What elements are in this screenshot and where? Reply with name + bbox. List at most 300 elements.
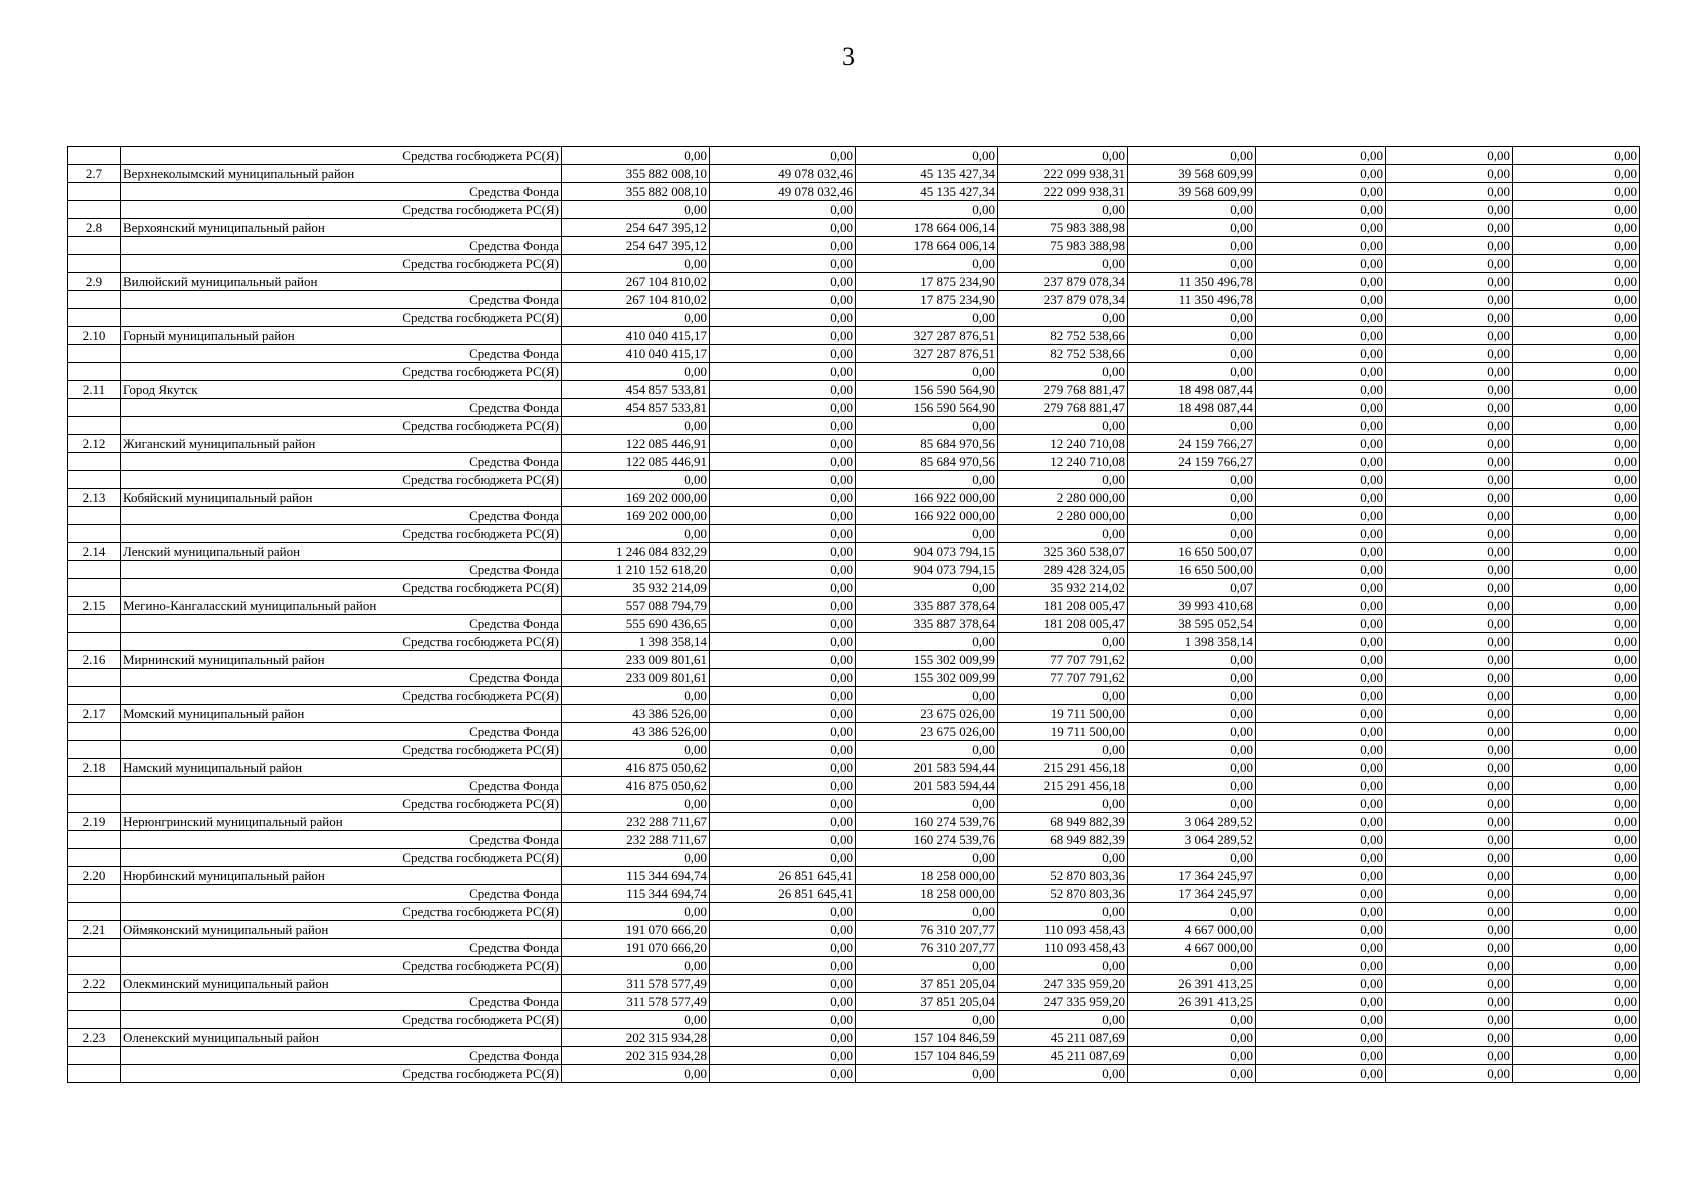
value-cell: 122 085 446,91: [562, 453, 710, 471]
value-cell: 202 315 934,28: [562, 1047, 710, 1065]
value-cell: 0,00: [1128, 1047, 1256, 1065]
value-cell: 157 104 846,59: [856, 1029, 998, 1047]
row-number-cell: [68, 795, 121, 813]
section-row: [68, 327, 1640, 345]
value-cell: 0,00: [1513, 489, 1640, 507]
row-number-cell: [68, 993, 121, 1011]
fund-row: [68, 507, 1640, 525]
value-cell: 0,00: [1256, 687, 1386, 705]
district-name-cell: Верхнеколымский муниципальный район: [121, 165, 562, 183]
value-cell: 77 707 791,62: [998, 669, 1128, 687]
value-cell: 0,00: [1386, 201, 1513, 219]
value-cell: 37 851 205,04: [856, 993, 998, 1011]
value-cell: 0,00: [1386, 453, 1513, 471]
value-cell: 0,00: [1256, 165, 1386, 183]
value-cell: 0,00: [1256, 345, 1386, 363]
value-cell: 0,00: [998, 255, 1128, 273]
value-cell: 0,00: [1386, 309, 1513, 327]
value-cell: 11 350 496,78: [1128, 291, 1256, 309]
section-row: [68, 759, 1640, 777]
value-cell: 0,00: [1386, 759, 1513, 777]
row-number-cell: 2.9: [68, 273, 121, 291]
value-cell: 0,00: [1513, 399, 1640, 417]
value-cell: 82 752 538,66: [998, 345, 1128, 363]
value-cell: 0,00: [1513, 363, 1640, 381]
value-cell: 0,00: [710, 939, 856, 957]
row-number-cell: [68, 687, 121, 705]
value-cell: 0,00: [1256, 219, 1386, 237]
value-cell: 0,00: [1513, 615, 1640, 633]
value-cell: 16 650 500,00: [1128, 561, 1256, 579]
row-number-cell: [68, 525, 121, 543]
value-cell: 0,00: [1256, 705, 1386, 723]
value-cell: 0,00: [998, 849, 1128, 867]
budget-row: [68, 417, 1640, 435]
row-number-cell: [68, 741, 121, 759]
value-cell: 0,00: [1386, 561, 1513, 579]
value-cell: 0,00: [1128, 687, 1256, 705]
row-number-cell: 2.18: [68, 759, 121, 777]
value-cell: 0,00: [1386, 903, 1513, 921]
funding-source-cell: Средства Фонда: [121, 615, 562, 633]
value-cell: 0,00: [710, 309, 856, 327]
value-cell: 0,00: [856, 741, 998, 759]
value-cell: 0,00: [710, 903, 856, 921]
budget-row: [68, 525, 1640, 543]
row-number-cell: [68, 957, 121, 975]
row-number-cell: [68, 849, 121, 867]
value-cell: 202 315 934,28: [562, 1029, 710, 1047]
value-cell: 156 590 564,90: [856, 399, 998, 417]
value-cell: 0,00: [1256, 795, 1386, 813]
value-cell: 0,00: [998, 363, 1128, 381]
budget-row: [68, 255, 1640, 273]
value-cell: 0,00: [856, 957, 998, 975]
district-name-cell: Мирнинский муниципальный район: [121, 651, 562, 669]
value-cell: 0,00: [1386, 363, 1513, 381]
value-cell: 247 335 959,20: [998, 993, 1128, 1011]
value-cell: 0,00: [1128, 471, 1256, 489]
value-cell: 0,00: [1513, 453, 1640, 471]
value-cell: 0,00: [1256, 561, 1386, 579]
value-cell: 0,00: [1256, 1047, 1386, 1065]
section-row: [68, 975, 1640, 993]
value-cell: 267 104 810,02: [562, 291, 710, 309]
district-name-cell: Жиганский муниципальный район: [121, 435, 562, 453]
value-cell: 0,00: [1386, 795, 1513, 813]
district-name-cell: Кобяйский муниципальный район: [121, 489, 562, 507]
value-cell: 335 887 378,64: [856, 615, 998, 633]
value-cell: 0,00: [1256, 273, 1386, 291]
value-cell: 1 398 358,14: [562, 633, 710, 651]
value-cell: 0,00: [1256, 741, 1386, 759]
value-cell: 0,00: [1256, 777, 1386, 795]
value-cell: 0,00: [1513, 147, 1640, 165]
value-cell: 0,00: [710, 705, 856, 723]
value-cell: 2 280 000,00: [998, 507, 1128, 525]
row-number-cell: 2.13: [68, 489, 121, 507]
value-cell: 0,00: [1386, 417, 1513, 435]
value-cell: 0,00: [1513, 759, 1640, 777]
value-cell: 1 210 152 618,20: [562, 561, 710, 579]
funding-source-cell: Средства Фонда: [121, 1047, 562, 1065]
value-cell: 0,00: [710, 651, 856, 669]
value-cell: 0,00: [1128, 417, 1256, 435]
row-number-cell: [68, 309, 121, 327]
value-cell: 0,00: [710, 471, 856, 489]
value-cell: 0,00: [998, 1011, 1128, 1029]
value-cell: 0,00: [1256, 291, 1386, 309]
section-row: [68, 165, 1640, 183]
value-cell: 0,00: [1386, 345, 1513, 363]
budget-row: [68, 795, 1640, 813]
value-cell: 0,00: [710, 669, 856, 687]
funding-source-cell: Средства госбюджета РС(Я): [121, 687, 562, 705]
budget-row: [68, 741, 1640, 759]
value-cell: 52 870 803,36: [998, 885, 1128, 903]
value-cell: 454 857 533,81: [562, 381, 710, 399]
value-cell: 0,00: [1128, 903, 1256, 921]
value-cell: 160 274 539,76: [856, 813, 998, 831]
value-cell: 0,00: [710, 633, 856, 651]
value-cell: 0,00: [856, 1011, 998, 1029]
value-cell: 18 258 000,00: [856, 867, 998, 885]
value-cell: 0,00: [1386, 327, 1513, 345]
value-cell: 0,00: [1256, 363, 1386, 381]
value-cell: 0,00: [1513, 471, 1640, 489]
value-cell: 17 364 245,97: [1128, 885, 1256, 903]
value-cell: 38 595 052,54: [1128, 615, 1256, 633]
district-name-cell: Горный муниципальный район: [121, 327, 562, 345]
value-cell: 0,00: [710, 291, 856, 309]
value-cell: 0,00: [710, 237, 856, 255]
value-cell: 0,00: [1128, 327, 1256, 345]
value-cell: 191 070 666,20: [562, 939, 710, 957]
value-cell: 327 287 876,51: [856, 345, 998, 363]
budget-row: [68, 903, 1640, 921]
value-cell: 2 280 000,00: [998, 489, 1128, 507]
row-number-cell: 2.20: [68, 867, 121, 885]
row-number-cell: 2.23: [68, 1029, 121, 1047]
value-cell: 0,00: [1513, 417, 1640, 435]
value-cell: 0,00: [710, 435, 856, 453]
district-name-cell: Нерюнгринский муниципальный район: [121, 813, 562, 831]
funding-source-cell: Средства госбюджета РС(Я): [121, 579, 562, 597]
row-number-cell: 2.10: [68, 327, 121, 345]
value-cell: 157 104 846,59: [856, 1047, 998, 1065]
value-cell: 0,00: [1513, 795, 1640, 813]
value-cell: 68 949 882,39: [998, 813, 1128, 831]
row-number-cell: [68, 903, 121, 921]
value-cell: 0,00: [1386, 831, 1513, 849]
value-cell: 0,00: [856, 1065, 998, 1083]
row-number-cell: [68, 615, 121, 633]
row-number-cell: [68, 363, 121, 381]
value-cell: 0,00: [1256, 993, 1386, 1011]
value-cell: 201 583 594,44: [856, 777, 998, 795]
value-cell: 237 879 078,34: [998, 291, 1128, 309]
value-cell: 155 302 009,99: [856, 651, 998, 669]
row-number-cell: [68, 237, 121, 255]
value-cell: 0,00: [1513, 723, 1640, 741]
budget-row: [68, 1065, 1640, 1083]
value-cell: 23 675 026,00: [856, 705, 998, 723]
row-number-cell: [68, 579, 121, 597]
value-cell: 0,00: [856, 903, 998, 921]
funding-source-cell: Средства Фонда: [121, 723, 562, 741]
value-cell: 26 391 413,25: [1128, 975, 1256, 993]
value-cell: 0,00: [1386, 165, 1513, 183]
value-cell: 0,00: [1386, 867, 1513, 885]
value-cell: 0,00: [1128, 723, 1256, 741]
section-row: [68, 381, 1640, 399]
value-cell: 0,00: [856, 687, 998, 705]
value-cell: 222 099 938,31: [998, 183, 1128, 201]
value-cell: 0,00: [1256, 327, 1386, 345]
district-name-cell: Момский муниципальный район: [121, 705, 562, 723]
value-cell: 35 932 214,02: [998, 579, 1128, 597]
row-number-cell: [68, 633, 121, 651]
value-cell: 17 875 234,90: [856, 291, 998, 309]
fund-row: [68, 939, 1640, 957]
value-cell: 0,00: [856, 363, 998, 381]
value-cell: 26 851 645,41: [710, 885, 856, 903]
value-cell: 0,00: [562, 471, 710, 489]
funding-source-cell: Средства Фонда: [121, 399, 562, 417]
funding-source-cell: Средства Фонда: [121, 453, 562, 471]
value-cell: 0,00: [1256, 615, 1386, 633]
section-row: [68, 489, 1640, 507]
row-number-cell: [68, 399, 121, 417]
value-cell: 0,00: [1256, 399, 1386, 417]
value-cell: 0,00: [1386, 237, 1513, 255]
value-cell: 0,00: [1386, 435, 1513, 453]
row-number-cell: [68, 507, 121, 525]
value-cell: 0,00: [1128, 759, 1256, 777]
value-cell: 0,00: [1386, 939, 1513, 957]
row-number-cell: [68, 471, 121, 489]
value-cell: 0,00: [998, 201, 1128, 219]
value-cell: 0,00: [856, 579, 998, 597]
value-cell: 237 879 078,34: [998, 273, 1128, 291]
value-cell: 416 875 050,62: [562, 759, 710, 777]
value-cell: 0,00: [1386, 723, 1513, 741]
value-cell: 0,00: [710, 489, 856, 507]
value-cell: 0,00: [710, 219, 856, 237]
value-cell: 0,00: [1386, 219, 1513, 237]
funding-source-cell: Средства Фонда: [121, 561, 562, 579]
funding-source-cell: Средства Фонда: [121, 507, 562, 525]
value-cell: 110 093 458,43: [998, 921, 1128, 939]
funding-source-cell: Средства госбюджета РС(Я): [121, 849, 562, 867]
value-cell: 0,00: [1513, 831, 1640, 849]
value-cell: 43 386 526,00: [562, 705, 710, 723]
value-cell: 0,00: [1128, 705, 1256, 723]
value-cell: 155 302 009,99: [856, 669, 998, 687]
section-row: [68, 597, 1640, 615]
value-cell: 1 246 084 832,29: [562, 543, 710, 561]
value-cell: 0,00: [710, 381, 856, 399]
value-cell: 0,00: [710, 777, 856, 795]
value-cell: 0,00: [1513, 993, 1640, 1011]
value-cell: 115 344 694,74: [562, 867, 710, 885]
value-cell: 0,00: [1386, 381, 1513, 399]
value-cell: 0,00: [1513, 543, 1640, 561]
value-cell: 0,00: [998, 147, 1128, 165]
budget-row: [68, 201, 1640, 219]
value-cell: 0,00: [856, 849, 998, 867]
value-cell: 0,00: [1513, 669, 1640, 687]
value-cell: 0,00: [562, 957, 710, 975]
value-cell: 0,00: [710, 525, 856, 543]
value-cell: 0,00: [1256, 903, 1386, 921]
value-cell: 0,00: [1128, 1065, 1256, 1083]
value-cell: 0,00: [1256, 759, 1386, 777]
fund-row: [68, 453, 1640, 471]
value-cell: 0,00: [1256, 453, 1386, 471]
value-cell: 0,00: [710, 1047, 856, 1065]
value-cell: 45 211 087,69: [998, 1047, 1128, 1065]
value-cell: 0,00: [1513, 813, 1640, 831]
value-cell: 0,00: [1513, 255, 1640, 273]
row-number-cell: 2.15: [68, 597, 121, 615]
value-cell: 0,00: [856, 201, 998, 219]
funding-source-cell: Средства Фонда: [121, 669, 562, 687]
section-row: [68, 867, 1640, 885]
value-cell: 0,00: [710, 543, 856, 561]
value-cell: 0,00: [1513, 201, 1640, 219]
value-cell: 0,00: [1128, 345, 1256, 363]
section-row: [68, 1029, 1640, 1047]
value-cell: 0,00: [562, 309, 710, 327]
budget-row: [68, 309, 1640, 327]
value-cell: 355 882 008,10: [562, 183, 710, 201]
value-cell: 247 335 959,20: [998, 975, 1128, 993]
value-cell: 3 064 289,52: [1128, 831, 1256, 849]
row-number-cell: 2.16: [68, 651, 121, 669]
district-name-cell: Нюрбинский муниципальный район: [121, 867, 562, 885]
value-cell: 169 202 000,00: [562, 489, 710, 507]
value-cell: 0,00: [1513, 957, 1640, 975]
funding-source-cell: Средства Фонда: [121, 291, 562, 309]
budget-row: [68, 363, 1640, 381]
value-cell: 0,00: [1256, 723, 1386, 741]
value-cell: 43 386 526,00: [562, 723, 710, 741]
value-cell: 0,00: [1513, 597, 1640, 615]
table-row: [68, 147, 1640, 165]
value-cell: 37 851 205,04: [856, 975, 998, 993]
value-cell: 254 647 395,12: [562, 219, 710, 237]
value-cell: 18 498 087,44: [1128, 381, 1256, 399]
funding-source-cell: Средства Фонда: [121, 831, 562, 849]
value-cell: 0,00: [1513, 1047, 1640, 1065]
value-cell: 77 707 791,62: [998, 651, 1128, 669]
value-cell: 0,00: [710, 273, 856, 291]
value-cell: 0,00: [1513, 435, 1640, 453]
value-cell: 0,00: [710, 417, 856, 435]
row-number-cell: 2.21: [68, 921, 121, 939]
value-cell: 0,00: [1256, 651, 1386, 669]
value-cell: 12 240 710,08: [998, 435, 1128, 453]
district-name-cell: Верхоянский муниципальный район: [121, 219, 562, 237]
value-cell: 0,00: [1256, 939, 1386, 957]
row-number-cell: [68, 1011, 121, 1029]
row-number-cell: [68, 183, 121, 201]
fund-row: [68, 777, 1640, 795]
value-cell: 355 882 008,10: [562, 165, 710, 183]
value-cell: 0,00: [710, 615, 856, 633]
value-cell: 0,00: [1128, 219, 1256, 237]
value-cell: 0,00: [562, 741, 710, 759]
fund-row: [68, 345, 1640, 363]
value-cell: 0,00: [1256, 921, 1386, 939]
value-cell: 222 099 938,31: [998, 165, 1128, 183]
value-cell: 0,00: [710, 147, 856, 165]
value-cell: 49 078 032,46: [710, 183, 856, 201]
budget-row: [68, 687, 1640, 705]
value-cell: 0,00: [710, 453, 856, 471]
funding-source-cell: Средства госбюджета РС(Я): [121, 201, 562, 219]
section-row: [68, 273, 1640, 291]
funding-source-cell: Средства Фонда: [121, 993, 562, 1011]
funding-source-cell: Средства госбюджета РС(Я): [121, 957, 562, 975]
value-cell: 0,00: [998, 957, 1128, 975]
value-cell: 325 360 538,07: [998, 543, 1128, 561]
value-cell: 0,00: [710, 327, 856, 345]
value-cell: 0,00: [1386, 921, 1513, 939]
funding-source-cell: Средства Фонда: [121, 345, 562, 363]
value-cell: 0,00: [1128, 255, 1256, 273]
value-cell: 0,00: [710, 741, 856, 759]
value-cell: 0,00: [998, 903, 1128, 921]
value-cell: 85 684 970,56: [856, 453, 998, 471]
value-cell: 18 498 087,44: [1128, 399, 1256, 417]
value-cell: 311 578 577,49: [562, 975, 710, 993]
row-number-cell: [68, 1065, 121, 1083]
row-number-cell: 2.11: [68, 381, 121, 399]
row-number-cell: 2.22: [68, 975, 121, 993]
value-cell: 75 983 388,98: [998, 219, 1128, 237]
funding-source-cell: Средства госбюджета РС(Я): [121, 795, 562, 813]
value-cell: 0,00: [710, 363, 856, 381]
value-cell: 0,00: [1256, 849, 1386, 867]
section-row: [68, 705, 1640, 723]
row-number-cell: 2.7: [68, 165, 121, 183]
value-cell: 0,00: [1256, 669, 1386, 687]
row-number-cell: [68, 345, 121, 363]
value-cell: 0,00: [710, 579, 856, 597]
value-cell: 0,00: [1513, 291, 1640, 309]
value-cell: 0,00: [998, 417, 1128, 435]
row-number-cell: 2.14: [68, 543, 121, 561]
value-cell: 0,00: [1256, 309, 1386, 327]
row-number-cell: 2.19: [68, 813, 121, 831]
value-cell: 0,00: [1513, 237, 1640, 255]
value-cell: 0,00: [1513, 849, 1640, 867]
value-cell: 0,00: [710, 597, 856, 615]
value-cell: 557 088 794,79: [562, 597, 710, 615]
value-cell: 0,00: [1256, 201, 1386, 219]
value-cell: 0,00: [856, 309, 998, 327]
value-cell: 0,00: [856, 147, 998, 165]
value-cell: 0,00: [1256, 885, 1386, 903]
value-cell: 0,00: [1513, 975, 1640, 993]
budget-table: [67, 146, 1640, 1083]
fund-row: [68, 669, 1640, 687]
value-cell: 0,00: [1256, 867, 1386, 885]
value-cell: 0,00: [1386, 813, 1513, 831]
value-cell: 0,00: [710, 687, 856, 705]
